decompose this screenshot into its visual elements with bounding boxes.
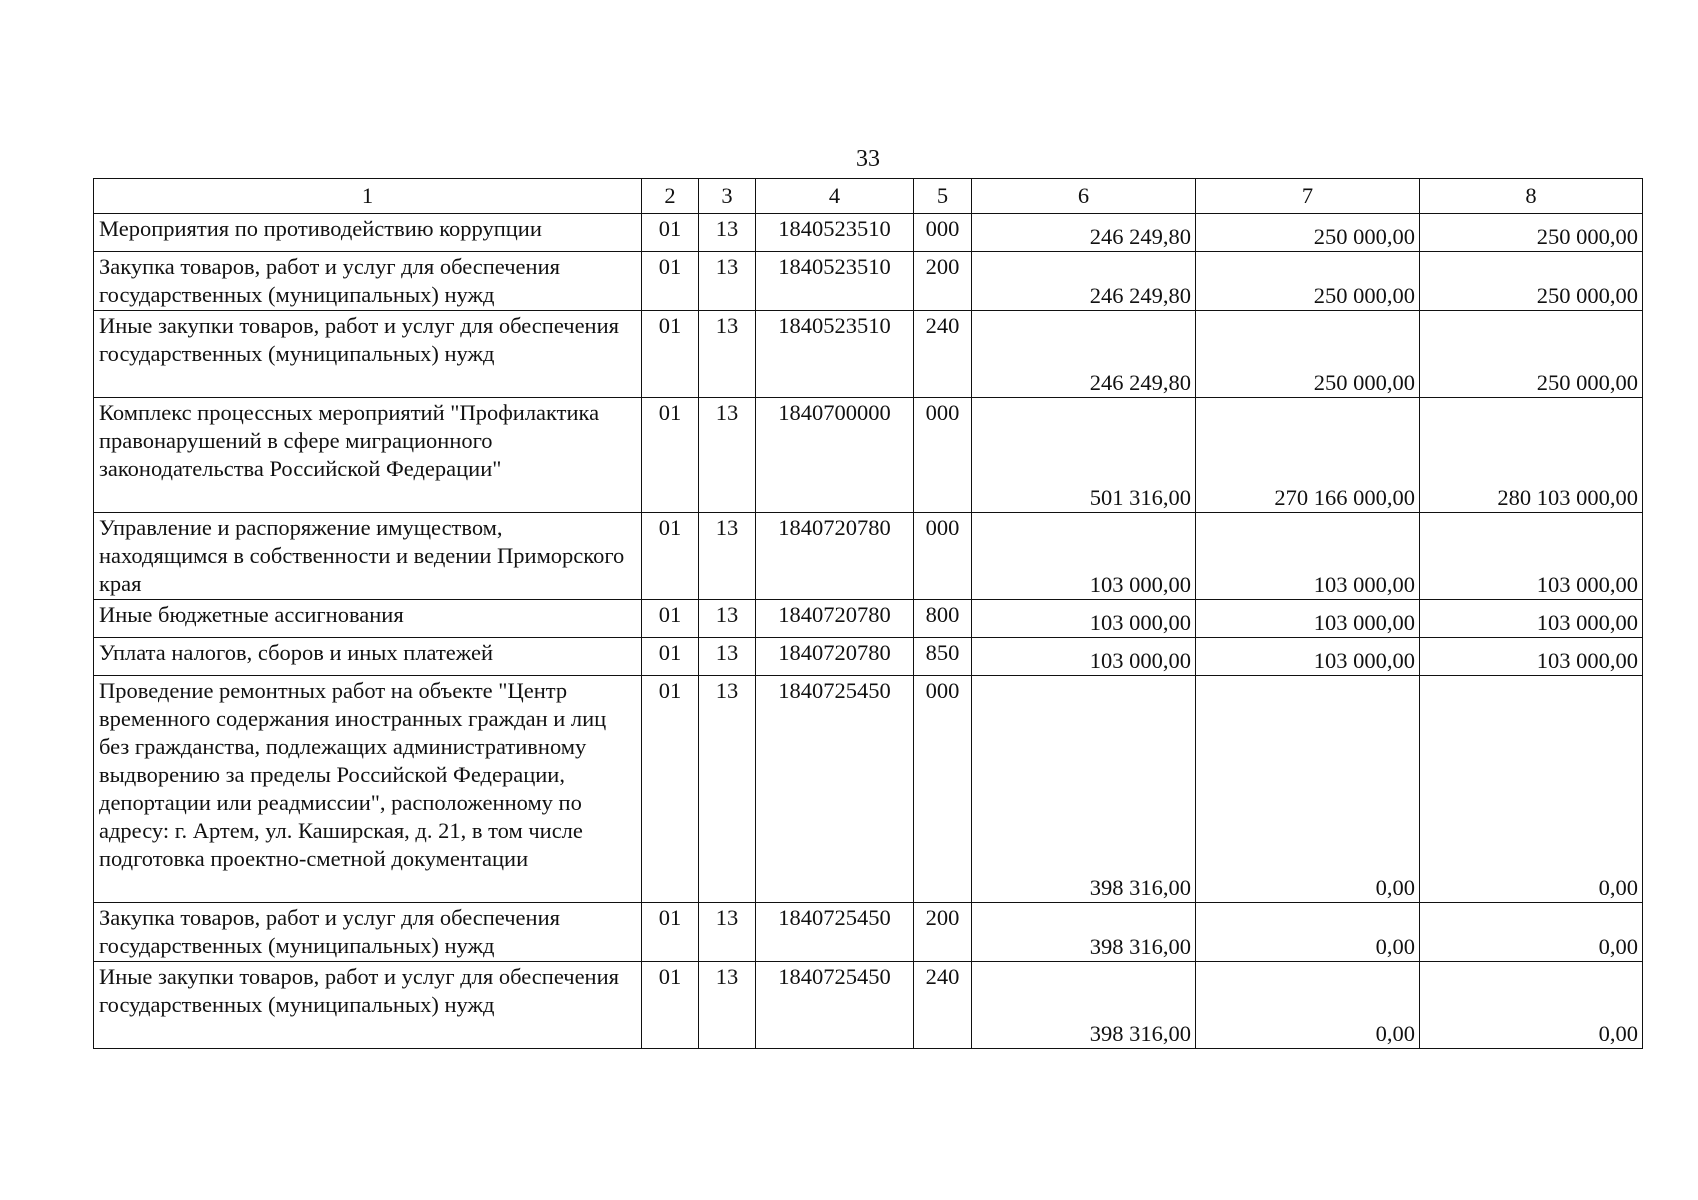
expense-type-code: 200: [914, 252, 972, 311]
amount-col-6: 103 000,00: [972, 513, 1196, 600]
amount-col-6: 398 316,00: [972, 903, 1196, 962]
amount-col-8: 250 000,00: [1420, 252, 1643, 311]
amount-col-8: 0,00: [1420, 903, 1643, 962]
expense-type-code: 000: [914, 214, 972, 252]
section-code: 01: [642, 513, 699, 600]
row-name: Управление и распоряжение имуществом, находящимся в собственности и ведении Приморского края: [94, 513, 642, 600]
subsection-code: 13: [699, 600, 756, 638]
target-article-code: 1840720780: [756, 513, 914, 600]
target-article-code: 1840725450: [756, 962, 914, 1049]
table-row: [94, 676, 1643, 903]
row-name: Мероприятия по противодействию коррупции: [94, 214, 642, 252]
amount-col-8: 103 000,00: [1420, 600, 1643, 638]
row-name: Иные закупки товаров, работ и услуг для обеспечения государственных (муниципальных) нужд: [94, 311, 642, 398]
section-code: 01: [642, 600, 699, 638]
amount-col-8: 250 000,00: [1420, 311, 1643, 398]
subsection-code: 13: [699, 252, 756, 311]
amount-col-7: 0,00: [1196, 903, 1420, 962]
table-row: [94, 398, 1643, 513]
subsection-code: 13: [699, 311, 756, 398]
subsection-code: 13: [699, 513, 756, 600]
row-name: Комплекс процессных мероприятий "Профилактика правонарушений в сфере миграционного законодательства Российской Федерации": [94, 398, 642, 513]
amount-col-7: 250 000,00: [1196, 214, 1420, 252]
section-code: 01: [642, 962, 699, 1049]
target-article-code: 1840523510: [756, 311, 914, 398]
section-code: 01: [642, 311, 699, 398]
expense-type-code: 850: [914, 638, 972, 676]
amount-col-7: 103 000,00: [1196, 638, 1420, 676]
amount-col-8: 0,00: [1420, 962, 1643, 1049]
target-article-code: 1840720780: [756, 638, 914, 676]
expense-type-code: 000: [914, 676, 972, 903]
row-name: Закупка товаров, работ и услуг для обеспечения государственных (муниципальных) нужд: [94, 252, 642, 311]
amount-col-6: 246 249,80: [972, 214, 1196, 252]
expense-type-code: 000: [914, 398, 972, 513]
table-row: [94, 638, 1643, 676]
section-code: 01: [642, 214, 699, 252]
amount-col-7: 0,00: [1196, 962, 1420, 1049]
section-code: 01: [642, 903, 699, 962]
table-row: [94, 903, 1643, 962]
amount-col-6: 246 249,80: [972, 311, 1196, 398]
column-header-3: 3: [699, 179, 756, 214]
column-header-2: 2: [642, 179, 699, 214]
target-article-code: 1840720780: [756, 600, 914, 638]
amount-col-7: 103 000,00: [1196, 513, 1420, 600]
expense-type-code: 240: [914, 311, 972, 398]
amount-col-8: 280 103 000,00: [1420, 398, 1643, 513]
row-name: Уплата налогов, сборов и иных платежей: [94, 638, 642, 676]
column-header-1: 1: [94, 179, 642, 214]
row-name: Проведение ремонтных работ на объекте "Центр временного содержания иностранных граждан и лиц без гражданства, подлежащих административному выдворению за пределы Российской Федерации, депортации или реадмиссии", расположенному по адресу: г. Артем, ул. Каширская, д. 21, в том числе подготовка проектно-сметной документации: [94, 676, 642, 903]
subsection-code: 13: [699, 903, 756, 962]
amount-col-6: 501 316,00: [972, 398, 1196, 513]
table-row: [94, 962, 1643, 1049]
amount-col-6: 398 316,00: [972, 676, 1196, 903]
subsection-code: 13: [699, 638, 756, 676]
subsection-code: 13: [699, 214, 756, 252]
amount-col-7: 103 000,00: [1196, 600, 1420, 638]
table-row: [94, 513, 1643, 600]
expense-type-code: 200: [914, 903, 972, 962]
expense-type-code: 240: [914, 962, 972, 1049]
column-header-5: 5: [914, 179, 972, 214]
section-code: 01: [642, 638, 699, 676]
target-article-code: 1840523510: [756, 252, 914, 311]
section-code: 01: [642, 398, 699, 513]
amount-col-8: 0,00: [1420, 676, 1643, 903]
column-header-7: 7: [1196, 179, 1420, 214]
column-header-4: 4: [756, 179, 914, 214]
target-article-code: 1840700000: [756, 398, 914, 513]
row-name: Иные бюджетные ассигнования: [94, 600, 642, 638]
table-row: [94, 252, 1643, 311]
amount-col-7: 0,00: [1196, 676, 1420, 903]
amount-col-6: 398 316,00: [972, 962, 1196, 1049]
amount-col-8: 103 000,00: [1420, 638, 1643, 676]
subsection-code: 13: [699, 676, 756, 903]
budget-table: [93, 178, 1643, 1049]
row-name: Иные закупки товаров, работ и услуг для обеспечения государственных (муниципальных) нужд: [94, 962, 642, 1049]
section-code: 01: [642, 252, 699, 311]
column-header-8: 8: [1420, 179, 1643, 214]
amount-col-7: 270 166 000,00: [1196, 398, 1420, 513]
subsection-code: 13: [699, 398, 756, 513]
target-article-code: 1840725450: [756, 903, 914, 962]
section-code: 01: [642, 676, 699, 903]
expense-type-code: 800: [914, 600, 972, 638]
table-row: [94, 214, 1643, 252]
amount-col-8: 103 000,00: [1420, 513, 1643, 600]
row-name: Закупка товаров, работ и услуг для обеспечения государственных (муниципальных) нужд: [94, 903, 642, 962]
target-article-code: 1840725450: [756, 676, 914, 903]
table-row: [94, 311, 1643, 398]
page-number: 33: [856, 146, 880, 172]
amount-col-6: 103 000,00: [972, 638, 1196, 676]
amount-col-6: 103 000,00: [972, 600, 1196, 638]
table-row: [94, 600, 1643, 638]
expense-type-code: 000: [914, 513, 972, 600]
target-article-code: 1840523510: [756, 214, 914, 252]
amount-col-7: 250 000,00: [1196, 252, 1420, 311]
amount-col-6: 246 249,80: [972, 252, 1196, 311]
subsection-code: 13: [699, 962, 756, 1049]
column-header-6: 6: [972, 179, 1196, 214]
header-row: [94, 179, 1643, 214]
amount-col-7: 250 000,00: [1196, 311, 1420, 398]
amount-col-8: 250 000,00: [1420, 214, 1643, 252]
